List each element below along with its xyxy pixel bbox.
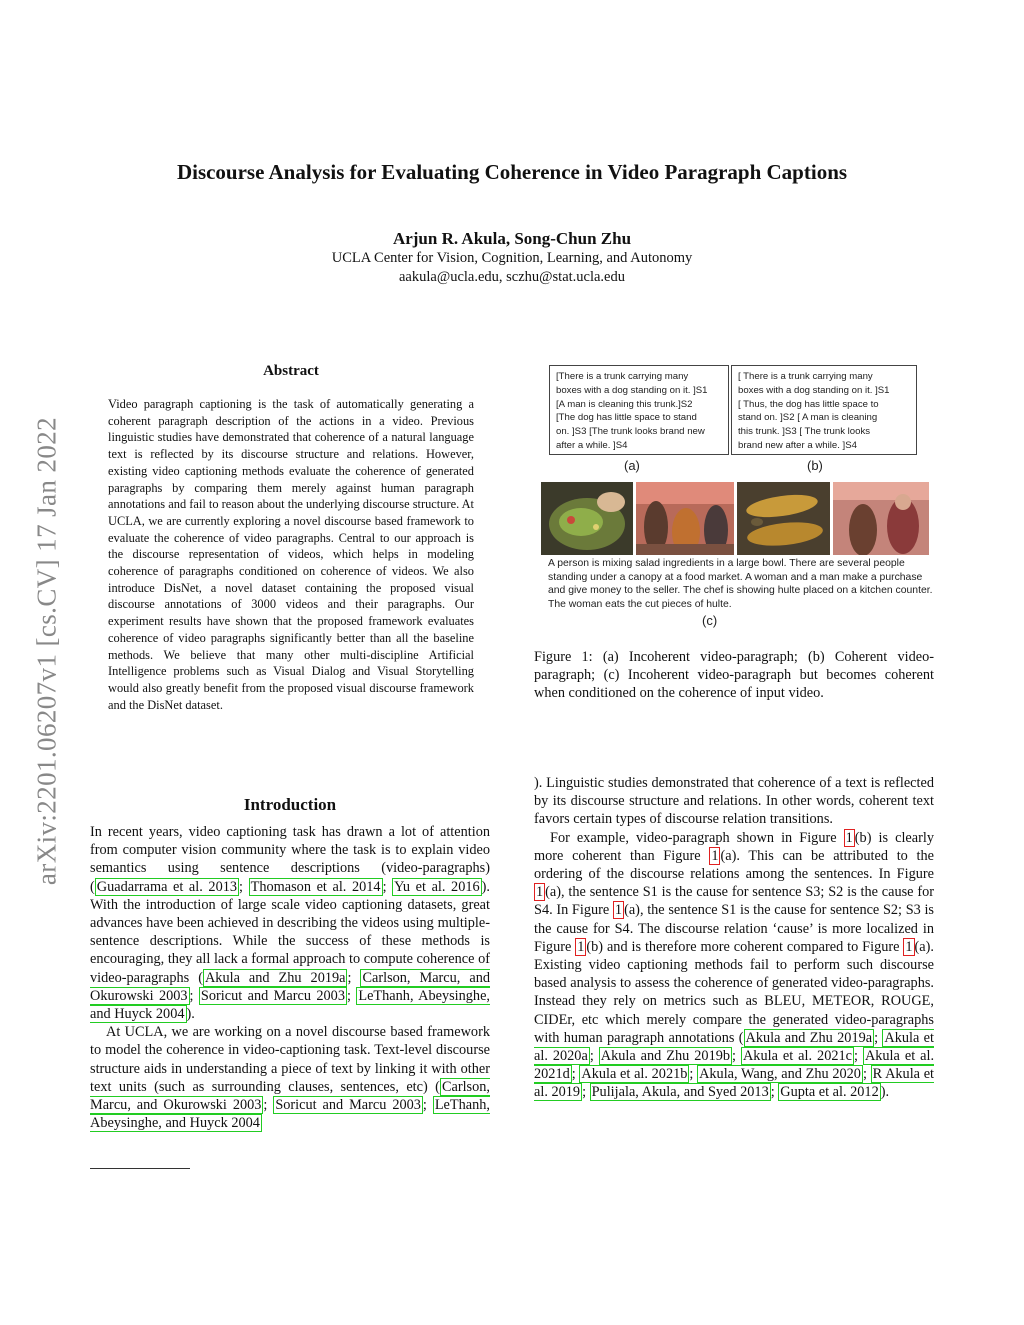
left-column xyxy=(90,823,490,1132)
abstract-heading: Abstract xyxy=(263,363,319,379)
text: (b) and is therefore more coherent compared to Figure xyxy=(586,938,904,955)
text: (a). This can be attributed to the ordering of the discourse relations among the sentences. In Figure xyxy=(534,847,934,883)
affiliation: UCLA Center for Vision, Cognition, Learning, and Autonomy xyxy=(331,250,693,266)
text: (a). Existing video captioning methods fail to perform such discourse based analysis to assess the coherence of generated video-paragraphs. Instead they rely on metrics such as BLEU, METEOR, ROUGE, CIDEr, etc which merely compare the generated video-paragraphs with human paragraph annotations ( xyxy=(534,938,934,1046)
authors: Arjun R. Akula, Song-Chun Zhu xyxy=(392,229,632,248)
footnote-rule xyxy=(90,1168,190,1169)
text: ). Linguistic studies demonstrated that coherence of a text is reflected by its discourse structure and relations. In other words, coherent text favors certain types of discourse relation transitions. xyxy=(534,775,934,828)
panel-b-line: this trunk. ]S3 [ The trunk looks xyxy=(738,426,871,438)
citation-link[interactable]: LeThanh, Abeysinghe, and Huyck 2004 xyxy=(90,1097,490,1132)
right-column xyxy=(534,774,934,1102)
citation-link[interactable]: Pulijala, Akula, and Syed 2013 xyxy=(591,1084,769,1101)
citation-link[interactable]: Akula, Wang, and Zhu 2020 xyxy=(699,1066,861,1083)
citation-link[interactable]: LeThanh, Abeysinghe, and Huyck 2004 xyxy=(90,987,490,1023)
citation-link[interactable]: Soricut and Marcu 2003 xyxy=(200,987,345,1004)
citation-link[interactable]: Carlson, Marcu, and Okurowski 2003 xyxy=(90,969,490,1004)
panel-a-line: [A man is cleaning this trunk.]S2 xyxy=(556,398,693,410)
paper-title: Discourse Analysis for Evaluating Coherence in Video Paragraph Captions xyxy=(176,160,848,184)
citation-link[interactable]: Gupta et al. 2012 xyxy=(780,1084,879,1101)
video-frame-4 xyxy=(833,482,929,555)
panel-b-line: [ There is a trunk carrying many xyxy=(738,371,873,382)
video-frame-3 xyxy=(737,482,830,555)
label-a: (a) xyxy=(624,458,640,473)
figure-ref-link[interactable]: 1 xyxy=(536,884,544,901)
citation-link[interactable]: Akula et al. 2021d xyxy=(534,1048,935,1083)
panel-b-line: brand new after a while. ]S4 xyxy=(738,439,857,451)
text: At UCLA, we are working on a novel discourse based framework to model the coherence in video-captioning task. Text-level discourse structure aids in understanding a piece of text by linking it with other text units (such as surrounding clauses, sentences, etc) ( xyxy=(90,1024,490,1095)
panel-b-line: boxes with a dog standing on it. ]S1 xyxy=(738,384,890,396)
label-b: (b) xyxy=(807,458,823,473)
figure-ref-link[interactable]: 1 xyxy=(845,829,853,846)
label-c: (c) xyxy=(702,613,718,628)
citation-link[interactable]: R Akula et al. 2019 xyxy=(534,1066,935,1101)
text: For example, video-paragraph shown in Figure xyxy=(550,829,844,846)
citation-link[interactable]: Akula et al. 2020a xyxy=(534,1029,935,1065)
text: (a), the sentence S1 is the cause for sentence S2; S3 is the cause for S4. The discourse relation ‘cause’ is more localized in Figure xyxy=(534,902,934,955)
citation-link[interactable]: Soricut and Marcu 2003 xyxy=(275,1097,421,1114)
text: (a), the sentence S1 is the cause for sentence S3; S2 is the cause for S4. In Figure xyxy=(534,884,934,919)
citation-link[interactable]: Thomason et al. 2014 xyxy=(250,878,381,895)
citation-link[interactable]: Akula and Zhu 2019a xyxy=(745,1029,873,1046)
citation-link[interactable]: Akula and Zhu 2019a xyxy=(204,969,346,986)
panel-a-line: after a while. ]S4 xyxy=(556,439,628,451)
text: ). xyxy=(186,1006,195,1023)
text: ). With the introduction of large scale video captioning datasets, great advances have been achieved in describing the videos using multiple-sentence descriptions. While the success of these methods is encouraging, they all lack a formal approach to compute coherence of video-paragraphs ( xyxy=(90,878,490,986)
video-frame-1 xyxy=(541,482,633,555)
panel-a-line: [There is a trunk carrying many xyxy=(556,371,689,382)
citation-link[interactable]: Akula et al. 2021c xyxy=(742,1048,852,1065)
citation-link[interactable]: Akula et al. 2021b xyxy=(581,1066,688,1083)
figure-panel-b xyxy=(731,365,917,455)
abstract-text: Video paragraph captioning is the task of automatically generating a coherent paragraph description of the actions in a video. Previous linguistic studies have demonstrated that coherence of a natural language text is reflected by its discourse structure and relations. However, existing video captioning methods evaluate the coherence of generated paragraphs by comparing them merely against human paragraph annotations and fail to reason about the underlying discourse structure. At UCLA, we are currently exploring a novel discourse based framework to evaluate the coherence of video paragraphs. Central to our approach is the discourse representation of videos, which helps in modeling coherence of paragraphs conditioned on coherence of videos. We also introduce DisNet, a novel dataset containing the proposed visual discourse annotations of 3000 videos and their paragraphs. Our experiment results have shown that the proposed framework evaluates coherence of video paragraphs significantly better than all the baseline methods. We believe that many other multi-discipline Artificial Intelligence problems such as Visual Dialog and Visual Storytelling would also greatly benefit from the proposed visual discourse framework and the DisNet dataset. xyxy=(108,397,474,712)
introduction-heading: Introduction xyxy=(243,795,337,814)
panel-a-line: [The dog has little space to stand xyxy=(556,412,697,424)
video-frame-2 xyxy=(636,482,734,555)
citation-link[interactable]: Akula and Zhu 2019b xyxy=(600,1048,731,1065)
panel-c-text: A person is mixing salad ingredients in a large bowl. There are several people standing under a canopy at a food market. A woman and a man make a purchase and give money to the seller. The chef is showing hulte placed on a kitchen counter. The woman eats the cut pieces of hulte. xyxy=(548,558,933,610)
figure-panel-a xyxy=(549,365,729,455)
figure-ref-link[interactable]: 1 xyxy=(577,938,585,955)
panel-b-line: stand on. ]S2 [ A man is cleaning xyxy=(738,412,878,424)
text: In recent years, video captioning task has drawn a lot of attention from computer vision community where the task is to explain video semantics using sentence descriptions (video-paragraphs) ( xyxy=(90,824,490,895)
panel-a-line: boxes with a dog standing on it. ]S1 xyxy=(556,384,708,396)
citation-link[interactable]: Yu et al. 2016 xyxy=(394,878,480,895)
text: (b) is clearly more coherent than Figure xyxy=(534,829,934,864)
citation-link[interactable]: Carlson, Marcu, and Okurowski 2003 xyxy=(90,1078,490,1114)
arxiv-id: arXiv:2201.06207v1 [cs.CV] 17 Jan 2022 xyxy=(31,416,62,886)
emails: aakula@ucla.edu, sczhu@stat.ucla.edu xyxy=(399,269,625,285)
figure-ref-link[interactable]: 1 xyxy=(905,938,913,955)
intro-paragraph-3: For example, video-paragraph shown in Figure 1 (b) is clearly more coherent than Figure 1 (a). This can be attributed to the ordering of the discourse relations among the sentences. In Figure 1 (a), the sentence S1 is the cause for sentence S3; S2 is the cause for S4. In Figure 1 (a), the sentence S1 is the cause for sentence S2; S3 is the cause for S4. The discourse relation ‘cause’ is more localized in Figure 1 (b) and is therefore more coherent compared to Figure 1 (a). Existing video captioning methods fail to perform such discourse based analysis to assess the coherence of generated video-paragraphs. Instead they rely on metrics such as BLEU, METEOR, ROUGE, CIDEr, etc which merely compare the generated video-paragraphs with human paragraph annotations ( Akula and Zhu 2019a ; Akula et al. 2020a ; Akula and Zhu 2019b ; Akula et al. 2021c ; Akula et al. 2021d ; Akula et al. 2021b ; Akula, Wang, and Zhu 2020 ; R Akula et al. 2019 ; Pulijala, Akula, and Syed 2013 ; Gupta et al. 2012 ). xyxy=(534,829,935,1101)
text: ). xyxy=(880,1084,890,1101)
figure-ref-link[interactable]: 1 xyxy=(614,902,623,919)
citation-link[interactable]: Guadarrama et al. 2013 xyxy=(96,878,238,895)
panel-b-line: [ Thus, the dog has little space to xyxy=(738,398,879,410)
figure-caption: Figure 1: (a) Incoherent video-paragraph; (b) Coherent video-paragraph; (c) Incoherent video-paragraph but becomes coherent when conditioned on the coherence of input video. xyxy=(534,649,934,702)
intro-paragraph-2b xyxy=(534,774,934,829)
intro-paragraph-2a: At UCLA, we are working on a novel discourse based framework to model the coherence in video-captioning task. Text-level discourse structure aids in understanding a piece of text by linking it with other text units (such as surrounding clauses, sentences, etc) ( Carlson, Marcu, and Okurowski 2003 ; Soricut and Marcu 2003 ; LeThanh, Abeysinghe, and Huyck 2004 xyxy=(90,1024,490,1132)
figure-ref-link[interactable]: 1 xyxy=(711,847,719,864)
arxiv-sidebar xyxy=(29,356,65,946)
intro-paragraph-1: In recent years, video captioning task has drawn a lot of attention from computer vision community where the task is to explain video semantics using sentence descriptions (video-paragraphs) ( Guadarrama et al. 2013 ; Thomason et al. 2014 ; Yu et al. 2016 ). With the introduction of large scale video captioning datasets, great advances have been achieved in describing the videos using multiple-sentence descriptions. While the success of these methods is encouraging, they all lack a formal approach to compute coherence of video-paragraphs ( Akula and Zhu 2019a ; Carlson, Marcu, and Okurowski 2003 ; Soricut and Marcu 2003 ; LeThanh, Abeysinghe, and Huyck 2004 ). xyxy=(90,824,490,1023)
panel-a-line: on. ]S3 [The trunk looks brand new xyxy=(556,426,705,438)
